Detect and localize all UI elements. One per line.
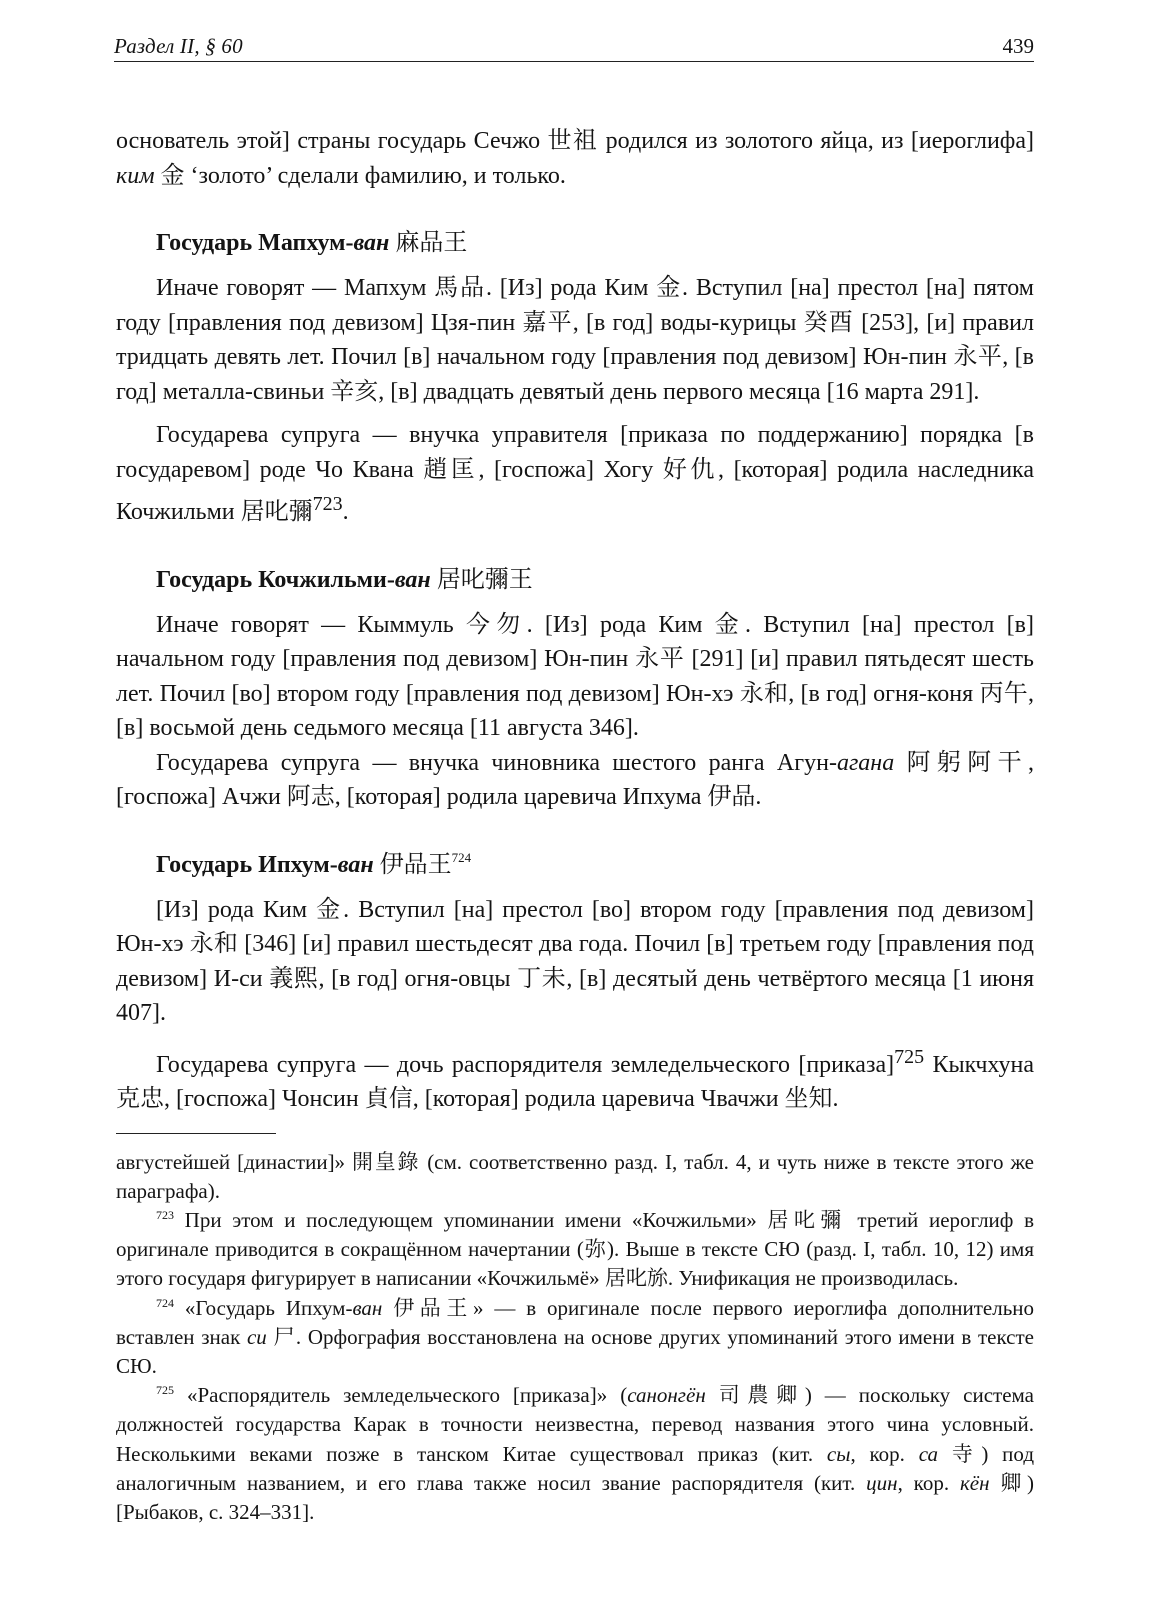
section-reference: Раздел II, § 60 [114,34,243,58]
footnote-italic: цин [866,1470,898,1495]
page-number: 439 [1002,34,1034,58]
paragraph-tail: 阿躬阿干, [госпожа] Ачжи 阿志, [которая] родила царевича Ипхума 伊品. [116,749,1034,810]
intro-paragraph [116,124,1034,193]
footnote-separator [116,1133,276,1134]
footnote-text: 寺) под аналогичным названием, и его глава также носил звание распорядителя (кит. [116,1441,1035,1495]
footnotes [116,1148,1034,1528]
book-page [116,26,1034,1527]
footnote-italic: сы [826,1441,851,1466]
running-head [116,26,1034,62]
paragraph-text: Государева супруга — внучка управителя [приказа по поддержанию] порядка [в государевом] роде Чо Квана 趙匡, [госпожа] Хогу 好仇, [которая] родила наследника Кочжильми 居叱彌 [116,422,1034,525]
footnote-text: 尸. Орфография восстановлена на основе других упоминаний этого имени в тексте СЮ. [116,1324,1034,1378]
footnote-ref-725: 725 [894,1045,925,1068]
intro-tail: 金 ‘золото’ сделали фамилию, и только. [154,162,566,189]
main-text [116,124,1034,1117]
paragraph-text: Государева супруга — внучка чиновника шестого ранга Агун- [156,749,837,776]
heading-text: Государь Кочжильми- [156,566,395,593]
heading-cjk: 伊品王 [373,851,452,878]
footnote-text: При этом и последующем упоминании имени «Кочжильми» 居叱彌 третий иероглиф в оригинале приводится в сокращённом начертании (弥). Выше в тексте СЮ (разд. I, табл. 10, 12) имя этого государя фигурирует в написании «Кочжильмё» 居叱旀. Унификация не производилась. [116,1207,1034,1291]
footnote-italic: си [246,1324,267,1349]
paragraph [116,418,1034,530]
intro-italic: ким [116,162,155,189]
intro-text: основатель этой] страны государь Сечжо 世祖 родился из золотого яйца, из [иероглифа] [116,128,1034,154]
heading-text: Государь Мапхум- [156,230,354,256]
footnote-text: 卿) [Рыбаков, с. 324–331]. [116,1470,1034,1524]
paragraph: Иначе говорят — Мапхум 馬品. [Из] рода Ким 金. Вступил [на] престол [на] пятом году [правления под девизом] Цзя-пин 嘉平, [в год] воды-курицы 癸酉 [253], [и] правил тридцать девять лет. Почил [в] начальном году [правления под девизом] Юн-пин 永平, [в год] металла-свиньи 辛亥, [в] двадцать девятый день первого месяца [16 марта 291]. [116,275,1034,405]
paragraph [116,1040,1034,1117]
footnote-text: 伊品王» — в оригинале после первого иероглифа дополнительно вставлен знак [116,1295,1035,1349]
paragraph [116,746,1034,815]
heading-italic: ван [394,566,431,593]
heading-text: Государь Ипхум- [156,851,338,878]
footnote-continuation: августейшей [династии]» 開皇錄 (см. соответственно разд. I, табл. 4, и чуть ниже в тексте этого же параграфа). [116,1149,1034,1203]
footnote-number: 724 [156,1295,174,1310]
footnote-text: «Распорядитель земледельческого [приказа]» ( [174,1383,628,1408]
footnote-italic: ван [352,1295,383,1320]
footnote-text: 司農卿) — поскольку система должностей государства Карак в точности неизвестна, перевод названия этого чина условный. Несколькими веками позже в танском Китае существовал приказ (кит. [116,1383,1034,1466]
paragraph-text: Государева супруга — дочь распорядителя земледельческого [приказа] [156,1051,895,1078]
footnote-number: 725 [156,1383,174,1398]
paragraph-end: . [342,499,349,525]
footnote-text: , кор. [897,1470,960,1495]
section-heading-kochzhilmi [156,563,1034,597]
paragraph-italic: агана [836,749,895,776]
footnote-ref-723: 723 [312,493,343,515]
footnote-italic: санонгён [627,1383,706,1408]
heading-italic: ван [337,851,374,878]
footnote-724 [116,1294,1034,1382]
footnote-725 [116,1381,1034,1527]
footnote-italic: са [918,1441,938,1466]
footnote-text: , кор. [850,1441,919,1466]
section-heading-maphum [156,226,1034,260]
heading-cjk: 居叱彌王 [430,566,533,593]
paragraph: [Из] рода Ким 金. Вступил [на] престол [во] втором году [правления под девизом] Юн-хэ 永和 [346] [и] правил шестьдесят два года. Почил [в] третьем году [правления под девизом] И-си 義熙, [в год] огня-овцы 丁未, [в] десятый день четвёртого месяца [1 июня 407]. [116,896,1034,1026]
footnote-ref-724: 724 [451,849,472,865]
heading-cjk: 麻品王 [389,230,468,256]
header-rule [114,61,1034,62]
footnote-723 [116,1206,1034,1294]
section-heading-iphum [156,848,1034,882]
footnote-number: 723 [156,1207,174,1222]
footnote-italic: кён [959,1470,990,1495]
heading-italic: ван [353,230,390,256]
paragraph: Иначе говорят — Кыммуль 今勿. [Из] рода Ким 金. Вступил [на] престол [в] начальном году [правления под девизом] Юн-пин 永平 [291] [и] правил пятьдесят шесть лет. Почил [во] втором году [правления под девизом] Юн-хэ 永和, [в год] огня-коня 丙午, [в] восьмой день седьмого месяца [11 августа 346]. [116,611,1034,741]
footnote-text: «Государь Ипхум- [174,1295,353,1320]
paragraph-tail: Кыкчхуна 克忠, [госпожа] Чонсин 貞信, [которая] родила царевича Чвачжи 坐知. [116,1051,1034,1112]
